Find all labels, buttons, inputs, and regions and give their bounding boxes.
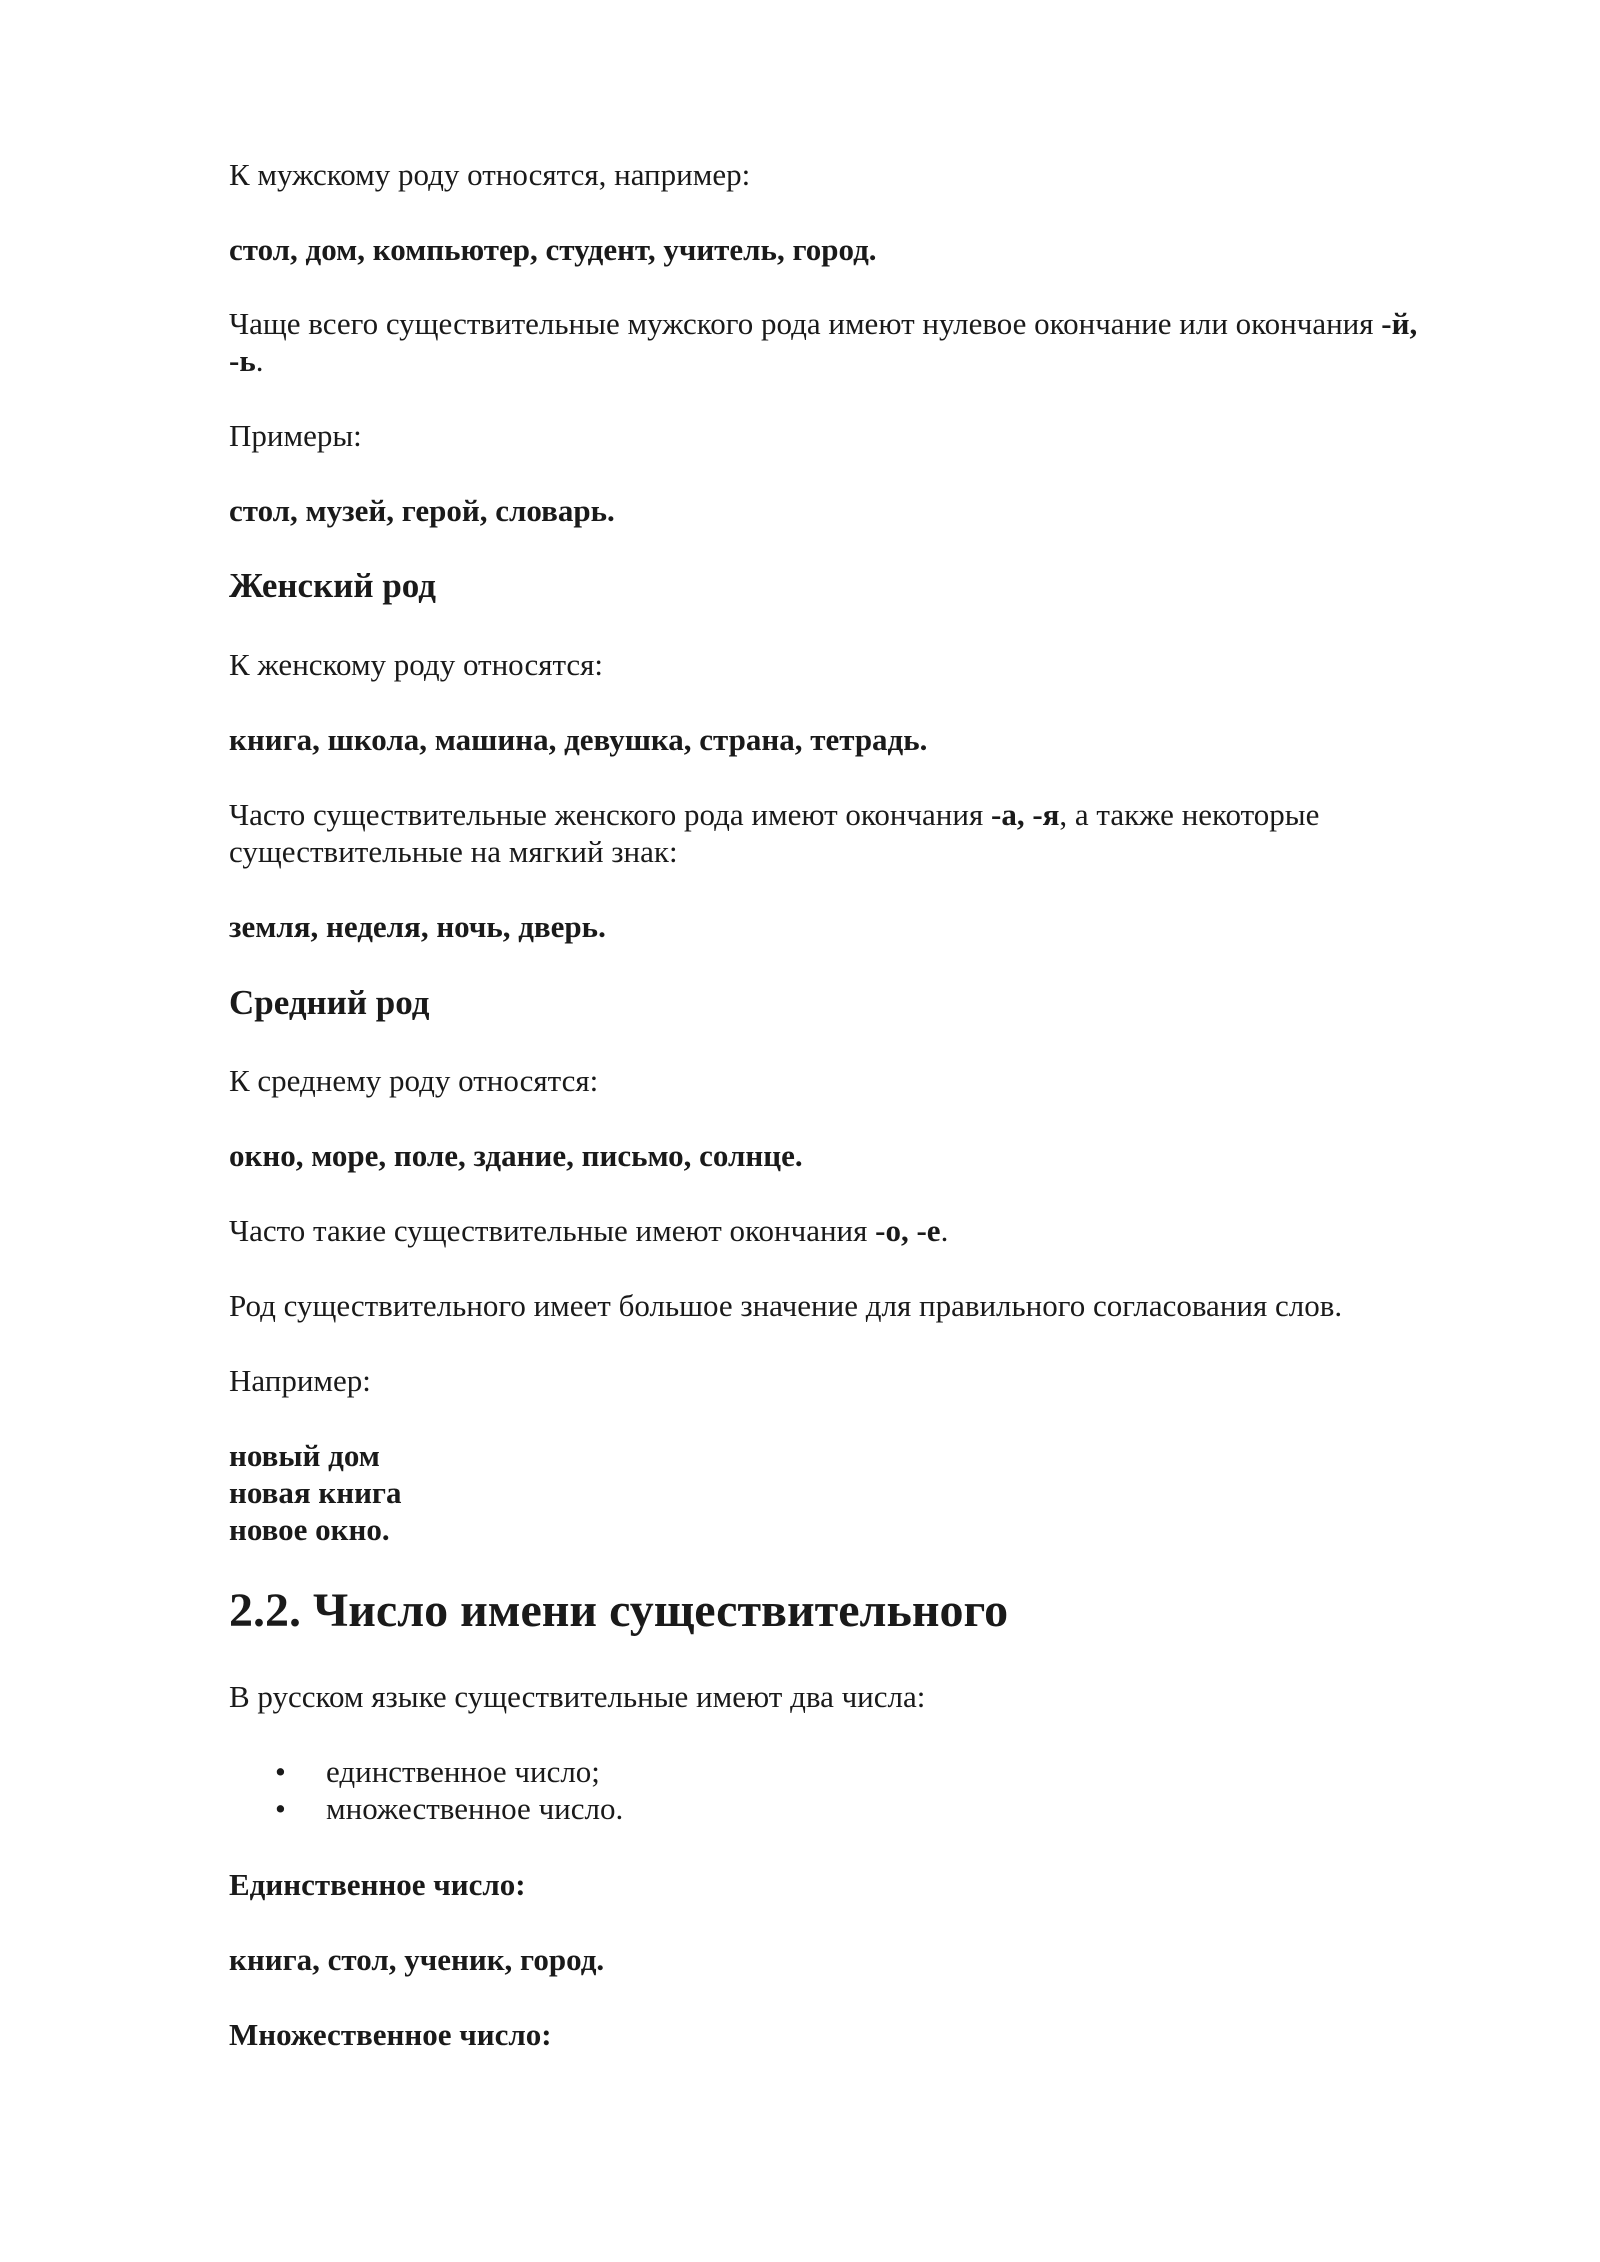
neuter-heading: Средний род [229, 983, 430, 1022]
feminine-heading: Женский род [229, 566, 436, 605]
feminine-endings-paragraph [229, 796, 1489, 870]
number-intro: В русском языке существительные имеют два числа: [229, 1679, 926, 1714]
neuter-endings-text: Часто такие существительные имеют окончания [229, 1213, 876, 1248]
list-item [229, 1753, 623, 1790]
neuter-intro: К среднему роду относятся: [229, 1063, 599, 1098]
list-item [229, 1790, 623, 1827]
masculine-endings-paragraph [229, 305, 1489, 379]
masculine-examples: стол, дом, компьютер, студент, учитель, город. [229, 232, 877, 267]
list-item-text: множественное число. [326, 1791, 624, 1826]
agreement-example-1: новый дом [229, 1438, 380, 1473]
neuter-endings-bold: -о, -е [875, 1213, 941, 1248]
bullet-icon: • [275, 1791, 286, 1826]
neuter-endings-paragraph [229, 1212, 1489, 1249]
feminine-endings-tail: , а также некоторые существительные на мягкий знак: [229, 797, 1320, 869]
masculine-examples-label: Примеры: [229, 418, 362, 453]
masculine-examples-2: стол, музей, герой, словарь. [229, 493, 615, 528]
agreement-example-2: новая книга [229, 1475, 402, 1510]
bullet-icon: • [275, 1754, 286, 1789]
feminine-intro: К женскому роду относятся: [229, 647, 604, 682]
agreement-example-3: новое окно. [229, 1512, 390, 1547]
masculine-ending-y: -й, [1381, 306, 1418, 341]
neuter-examples: окно, море, поле, здание, письмо, солнце. [229, 1138, 803, 1173]
agreement-text: Род существительного имеет большое значение для правильного согласования слов. [229, 1288, 1343, 1323]
neuter-endings-tail: . [940, 1213, 949, 1248]
singular-label: Единственное число: [229, 1867, 526, 1902]
feminine-examples: книга, школа, машина, девушка, страна, тетрадь. [229, 722, 928, 757]
masculine-endings-tail: . [255, 343, 264, 378]
masculine-ending-soft-sign: -ь [229, 343, 256, 378]
masculine-endings-text: Чаще всего существительные мужского рода имеют нулевое окончание или окончания [229, 306, 1382, 341]
feminine-endings-text: Часто существительные женского рода имеют окончания [229, 797, 991, 832]
feminine-soft-examples: земля, неделя, ночь, дверь. [229, 909, 606, 944]
masculine-intro: К мужскому роду относятся, например: [229, 157, 751, 192]
list-item-text: единственное число; [326, 1754, 600, 1789]
number-list [229, 1753, 623, 1827]
singular-examples: книга, стол, ученик, город. [229, 1942, 605, 1977]
plural-label: Множественное число: [229, 2017, 552, 2052]
feminine-endings-bold: -а, -я [991, 797, 1060, 832]
agreement-example-label: Например: [229, 1363, 371, 1398]
number-section-heading: 2.2. Число имени существительного [229, 1584, 1009, 1637]
